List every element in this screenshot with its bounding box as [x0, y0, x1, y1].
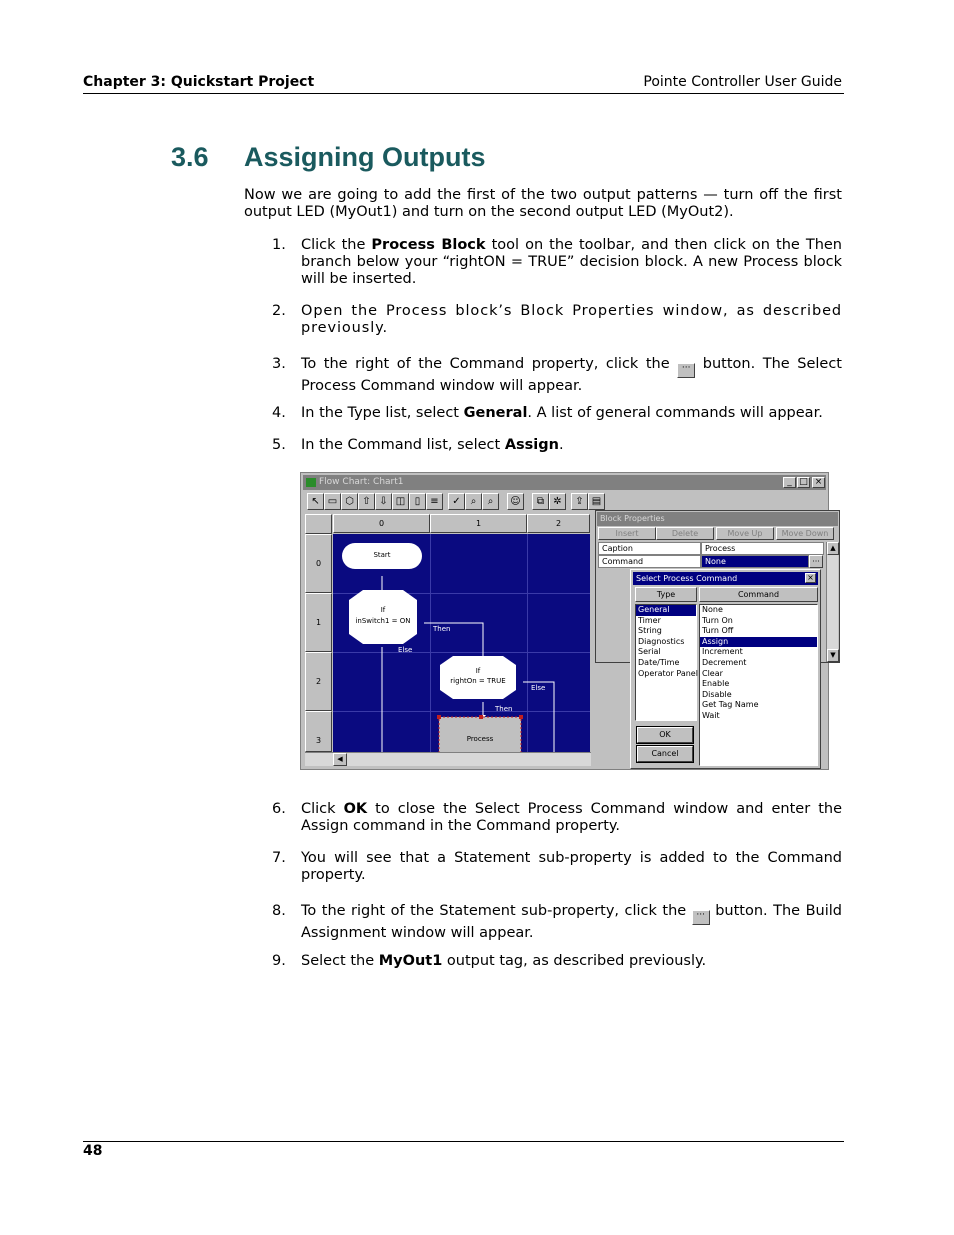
- section-number: 3.6: [171, 142, 209, 172]
- tag-tool-icon[interactable]: ◫: [392, 493, 409, 510]
- step-text: .: [558, 437, 564, 453]
- step-number: 1.: [272, 237, 286, 253]
- command-list-item[interactable]: Turn On: [702, 615, 733, 625]
- step-number: 7.: [272, 850, 286, 866]
- row-header[interactable]: 1: [305, 593, 332, 652]
- window-title: Flow Chart: Chart1: [319, 477, 404, 487]
- type-list[interactable]: [635, 604, 697, 721]
- insert-button[interactable]: Insert: [598, 527, 656, 540]
- step-number: 9.: [272, 953, 286, 969]
- process-block-tool-icon[interactable]: ▭: [324, 493, 341, 510]
- ellipsis-icon[interactable]: ···: [809, 555, 823, 568]
- doc-tool-icon[interactable]: ▯: [409, 493, 426, 510]
- branch-label-else: Else: [531, 684, 546, 692]
- step-number: 5.: [272, 437, 286, 453]
- close-icon[interactable]: ×: [805, 573, 816, 583]
- running-header-chapter: Chapter 3: Quickstart Project: [83, 74, 315, 90]
- step-text: tool on the toolbar, and then click on the Then branch below your “rightON = TRUE” decision block. A new Process block will be inserted.: [301, 237, 842, 287]
- branch-label-then: Then: [433, 625, 451, 633]
- step-text: . A list of general commands will appear.: [527, 405, 823, 421]
- list-tool-icon[interactable]: ≡: [426, 493, 443, 510]
- step-number: 4.: [272, 405, 286, 421]
- step-number: 2.: [272, 303, 286, 319]
- column-header[interactable]: 1: [430, 514, 527, 533]
- dialog-title-text: Select Process Command: [636, 574, 738, 583]
- step-number: 6.: [272, 801, 286, 817]
- maximize-icon[interactable]: □: [797, 477, 810, 488]
- scroll-left-icon[interactable]: ◀: [333, 753, 347, 766]
- link-tool-icon[interactable]: ⇩: [375, 493, 392, 510]
- intro-paragraph: Now we are going to add the first of the two output patterns — turn off the first output LED (MyOut1) and turn on the second output LED (MyOut2).: [244, 187, 842, 220]
- command-list-item-selected[interactable]: Assign: [700, 637, 817, 648]
- step-number: 8.: [272, 903, 286, 919]
- corner-cell: [305, 514, 332, 534]
- step-text: Select the: [301, 953, 379, 969]
- step-text: Click: [301, 801, 344, 817]
- vertical-scrollbar[interactable]: [826, 542, 838, 662]
- delete-button[interactable]: Delete: [656, 527, 714, 540]
- column-header[interactable]: 0: [333, 514, 430, 533]
- step-text: Click the: [301, 237, 372, 253]
- step-9: [272, 953, 842, 970]
- column-header[interactable]: 2: [527, 514, 590, 533]
- step-3: [272, 356, 842, 395]
- type-list-item[interactable]: Diagnostics: [638, 636, 685, 646]
- step-8: [272, 903, 842, 942]
- running-header-guide-title: Pointe Controller User Guide: [643, 74, 842, 90]
- type-list-item[interactable]: Serial: [638, 647, 661, 657]
- decision-node-1-line2: inSwitch1 = ON: [355, 617, 411, 625]
- command-list-item[interactable]: Get Tag Name: [702, 700, 759, 710]
- step-emphasis: General: [463, 405, 528, 421]
- step-text: output tag, as described previously.: [442, 953, 707, 969]
- move-down-button[interactable]: Move Down: [776, 527, 834, 540]
- pointer-tool-icon[interactable]: ↖: [307, 493, 324, 510]
- step-number: 3.: [272, 356, 286, 372]
- type-list-item[interactable]: Date/Time: [638, 657, 680, 667]
- people-tool-icon[interactable]: ☺: [507, 493, 524, 510]
- type-list-item-selected[interactable]: General: [636, 605, 696, 616]
- branch-label-then: Then: [495, 705, 513, 713]
- type-list-item[interactable]: Operator Panel: [638, 668, 698, 678]
- step-text: In the Type list, select: [301, 405, 464, 421]
- property-name: Caption: [598, 542, 701, 555]
- step-text: You will see that a Statement sub-property is added to the Command property.: [301, 850, 842, 883]
- command-list-item[interactable]: Decrement: [702, 657, 747, 667]
- step-text: To the right of the Command property, click the: [301, 356, 678, 372]
- command-list-item[interactable]: Increment: [702, 647, 743, 657]
- command-list-item[interactable]: None: [702, 605, 723, 614]
- window-titlebar: [303, 475, 826, 490]
- minimize-icon[interactable]: _: [783, 477, 796, 488]
- check-tool-icon[interactable]: ✓: [448, 493, 465, 510]
- scroll-up-icon[interactable]: ▲: [827, 542, 839, 555]
- app-icon: [306, 478, 316, 487]
- decision-block-tool-icon[interactable]: ⬡: [341, 493, 358, 510]
- step-text: button. The Select Process Command window will appear.: [301, 356, 842, 394]
- flowchart-grid: [305, 514, 590, 752]
- command-list-item[interactable]: Turn Off: [702, 626, 734, 636]
- select-process-command-dialog: [630, 569, 821, 769]
- decision-node-2-line1: If: [475, 667, 481, 675]
- step-7: [272, 850, 842, 884]
- type-column-header: Type: [635, 587, 697, 602]
- row-header[interactable]: 2: [305, 652, 332, 711]
- command-list-item[interactable]: Disable: [702, 689, 732, 699]
- block-properties-title: Block Properties: [597, 512, 838, 526]
- flowchart-connectors: [333, 534, 590, 752]
- ok-button[interactable]: OK: [637, 727, 693, 743]
- zoom-in-icon[interactable]: ⌕: [465, 493, 482, 510]
- command-list-item[interactable]: Wait: [702, 710, 720, 720]
- dialog-title: [633, 572, 818, 585]
- step-emphasis: Assign: [504, 437, 559, 453]
- step-2: [272, 303, 842, 337]
- decision-node-2-line2: rightOn = TRUE: [450, 677, 506, 685]
- jump-tool-icon[interactable]: ⇧: [358, 493, 375, 510]
- section-title: Assigning Outputs: [244, 142, 486, 172]
- row-header[interactable]: 3: [305, 711, 332, 752]
- move-up-button[interactable]: Move Up: [716, 527, 774, 540]
- page-number: 48: [83, 1143, 103, 1159]
- property-value-selected[interactable]: None: [701, 555, 809, 568]
- flowchart-screenshot: [300, 472, 840, 770]
- ellipsis-button-icon: ···: [692, 910, 710, 925]
- header-rule: [83, 93, 844, 94]
- start-node-label: Start: [373, 551, 391, 559]
- property-value[interactable]: Process: [701, 542, 824, 555]
- command-list-item[interactable]: Enable: [702, 679, 730, 689]
- step-text: button. The Build Assignment window will appear.: [301, 903, 842, 941]
- step-emphasis: OK: [343, 801, 368, 817]
- step-emphasis: Process Block: [371, 237, 486, 253]
- footer-rule: [83, 1141, 844, 1142]
- ellipsis-button-icon: ···: [677, 363, 695, 378]
- command-list[interactable]: [699, 604, 818, 766]
- zoom-out-icon[interactable]: ⌕: [482, 493, 499, 510]
- step-emphasis: MyOut1: [378, 953, 443, 969]
- flowchart-toolbar: [303, 493, 643, 511]
- step-1: [272, 237, 842, 288]
- type-list-item[interactable]: String: [638, 626, 662, 636]
- export-tool-icon[interactable]: ⇪: [571, 493, 588, 510]
- flowchart-canvas[interactable]: [333, 534, 590, 752]
- step-5: [272, 437, 842, 454]
- command-column-header: Command: [699, 587, 818, 602]
- property-name: Command: [598, 555, 701, 568]
- decision-node-1-line1: If: [380, 606, 386, 614]
- step-text: Open the Process block’s Block Properties window, as described previously.: [301, 303, 842, 336]
- copy-tool-icon[interactable]: ⧉: [532, 493, 549, 510]
- command-list-item[interactable]: Clear: [702, 668, 723, 678]
- settings-tool-icon[interactable]: ✲: [549, 493, 566, 510]
- step-text: To the right of the Statement sub-property, click the: [301, 903, 692, 919]
- step-6: [272, 801, 842, 835]
- close-icon[interactable]: ×: [812, 477, 825, 488]
- type-list-item[interactable]: Timer: [638, 615, 661, 625]
- horizontal-scrollbar[interactable]: [305, 752, 591, 766]
- print-tool-icon[interactable]: ▤: [588, 493, 605, 510]
- row-header[interactable]: 0: [305, 534, 332, 593]
- branch-label-else: Else: [398, 646, 413, 654]
- step-text: to close the Select Process Command window and enter the Assign command in the Command property.: [301, 801, 842, 834]
- cancel-button[interactable]: Cancel: [637, 746, 693, 762]
- scroll-down-icon[interactable]: ▼: [827, 649, 839, 662]
- step-text: In the Command list, select: [301, 437, 505, 453]
- process-node-label: Process: [466, 735, 494, 743]
- step-4: [272, 405, 842, 422]
